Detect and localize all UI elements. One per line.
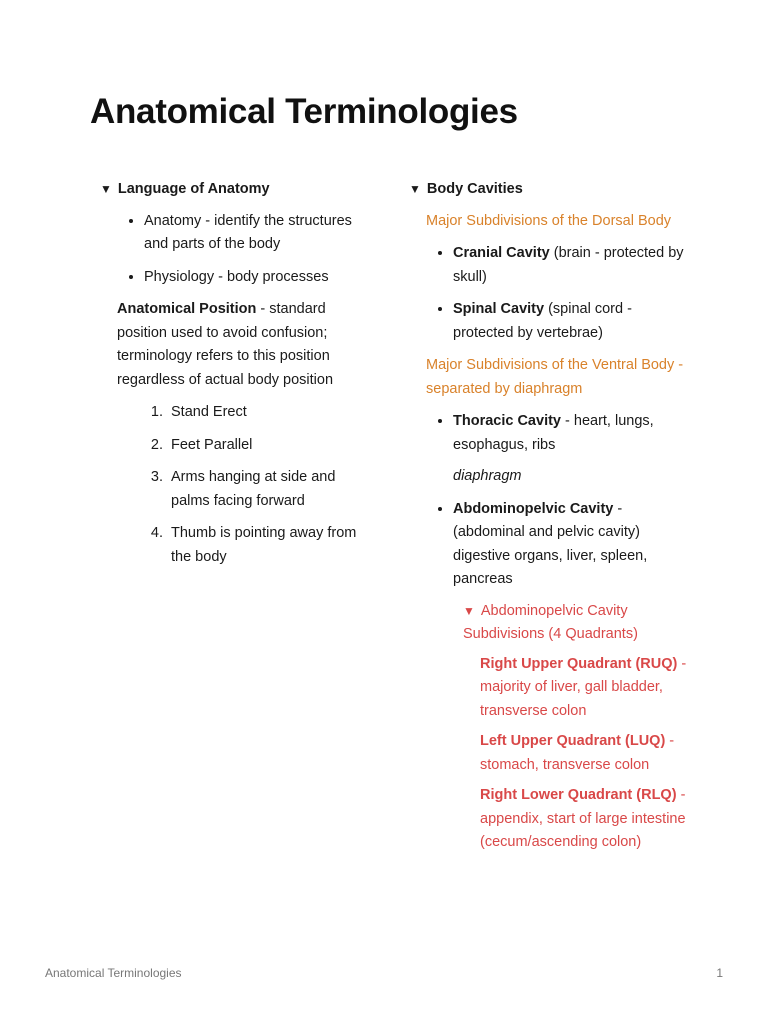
term-definition: - (abdominal and pelvic cavity) digestive organs, liver, spleen, pancreas [453, 500, 648, 587]
quadrant-rlq [480, 784, 689, 855]
term-bold: Right Upper Quadrant (RUQ) [480, 655, 678, 672]
diaphragm-note: diaphragm [453, 468, 522, 484]
quadrant-ruq [480, 653, 689, 724]
list-item: • Anatomy - identify the structures and parts of the body [144, 210, 372, 257]
toggle-label: Abdominopelvic Cavity Subdivisions (4 Quadrants) [463, 602, 638, 642]
footer-doc-title: Anatomical Terminologies [45, 966, 182, 980]
dorsal-list [426, 242, 689, 345]
term-definition: - standard position used to avoid confusion; terminology refers to this position regardless of actual body position [117, 301, 334, 388]
term-bold: Spinal Cavity [453, 301, 545, 317]
toggle-quadrants-header[interactable] [463, 600, 689, 647]
term-bold: Abdominopelvic Cavity [453, 500, 614, 517]
bullet-list [117, 210, 372, 290]
list-item: 3. Arms hanging at side and palms facing forward [167, 466, 372, 513]
toggle-triangle-icon[interactable]: ▼ [409, 182, 421, 196]
term-definition: - majority of liver, gall bladder, transverse colon [480, 655, 687, 719]
quadrant-luq [480, 730, 689, 777]
footer-page-number: 1 [716, 966, 723, 980]
term-bold: Right Lower Quadrant (RLQ) [480, 787, 677, 803]
left-column [100, 178, 372, 578]
numbered-list [117, 401, 372, 569]
list-item: 1. Stand Erect [167, 401, 372, 425]
right-column [409, 178, 689, 862]
list-item [453, 298, 689, 345]
term-definition: - stomach, transverse colon [480, 733, 675, 773]
term-bold: Cranial Cavity [453, 245, 550, 261]
term-definition: - appendix, start of large intestine (cecum/ascending colon) [480, 787, 686, 850]
term-bold: Anatomical Position [117, 301, 257, 317]
toggle-content [100, 210, 372, 570]
toggle-label: Body Cavities [426, 181, 523, 197]
list-item [453, 410, 689, 489]
ventral-heading: Major Subdivisions of the Ventral Body - separated by diaphragm [426, 357, 684, 397]
toggle-content [463, 653, 689, 855]
toggle-triangle-icon[interactable]: ▼ [100, 182, 112, 196]
ventral-list [426, 410, 689, 592]
list-item: • Physiology - body processes [144, 266, 372, 290]
list-item: 2. Feet Parallel [167, 434, 372, 458]
page-title: Anatomical Terminologies [90, 92, 518, 131]
toggle-triangle-icon[interactable]: ▼ [463, 603, 475, 618]
dorsal-heading: Major Subdivisions of the Dorsal Body [426, 212, 672, 229]
toggle-content [409, 210, 689, 855]
term-definition: (brain - protected by skull) [453, 245, 684, 285]
list-item [453, 498, 689, 592]
term-bold: Thoracic Cavity [453, 413, 561, 429]
anatomical-position-paragraph [117, 298, 372, 392]
term-definition: - heart, lungs, esophagus, ribs [453, 413, 654, 453]
term-bold: Left Upper Quadrant (LUQ) [480, 733, 666, 749]
term-definition: (spinal cord - protected by vertebrae) [453, 301, 632, 341]
list-item: 4. Thumb is pointing away from the body [167, 522, 372, 569]
toggle-body-cavities[interactable] [409, 178, 689, 202]
toggle-quadrants [426, 600, 689, 855]
list-item [453, 242, 689, 289]
toggle-language-of-anatomy[interactable] [100, 178, 372, 202]
toggle-label: Language of Anatomy [117, 181, 270, 197]
